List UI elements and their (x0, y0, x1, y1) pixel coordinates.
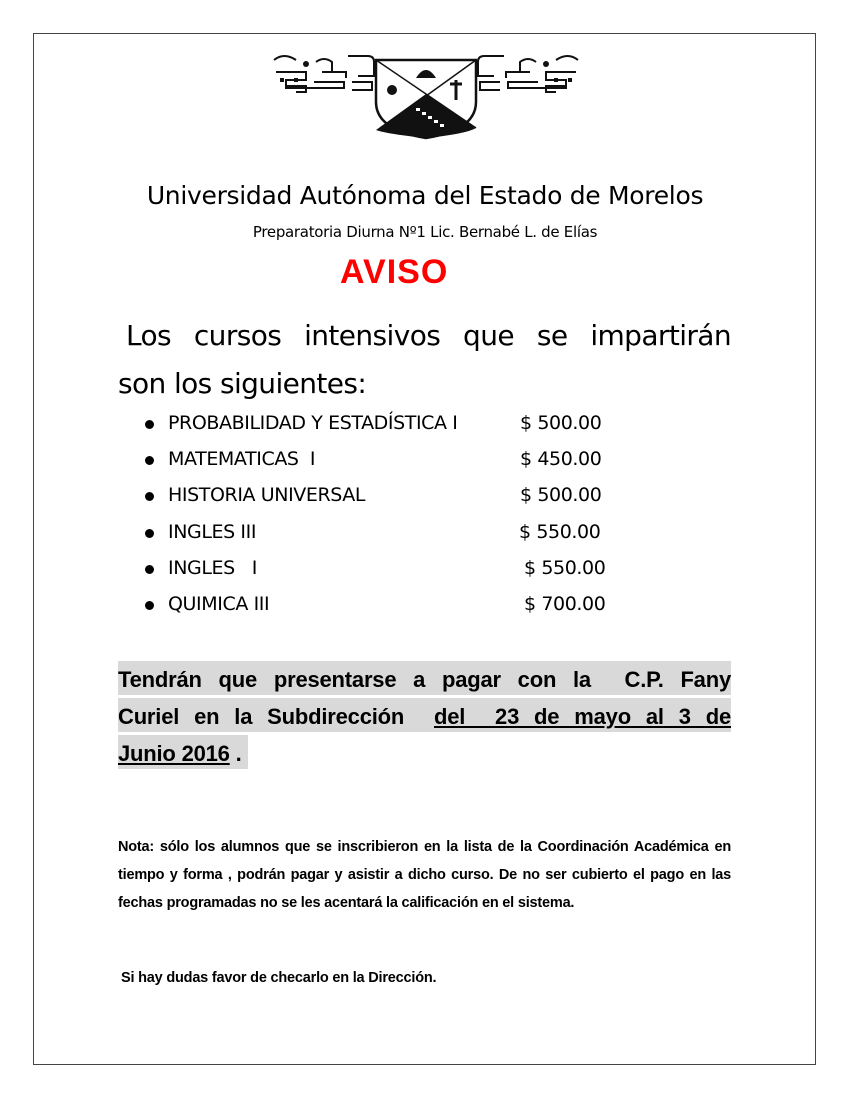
course-name: MATEMATICAS I (168, 448, 316, 471)
course-name: INGLES III (168, 520, 257, 543)
payment-instructions (118, 661, 731, 773)
notice-title: AVISO (340, 253, 449, 291)
payment-end-date: Junio 2016 (118, 741, 230, 766)
course-list (140, 410, 620, 627)
payment-line-3 (118, 735, 248, 769)
doubts-note: Si hay dudas favor de checarlo en la Dirección. (121, 970, 437, 986)
course-name: QUIMICA III (168, 592, 270, 615)
bullet-icon (145, 565, 154, 574)
bullet-icon (145, 456, 154, 465)
course-name: HISTORIA UNIVERSAL (168, 484, 366, 507)
list-item (140, 591, 620, 627)
note-paragraph: Nota: sólo los alumnos que se inscribieron en la lista de la Coordinación Académica en tiempo y forma , podrán pagar y asistir a dicho curso. De no ser cubierto el pago en las fechas programadas no se les acentará la calificación en el sistema. (118, 839, 731, 911)
bullet-icon (145, 601, 154, 610)
course-price: $ 500.00 (520, 484, 602, 507)
institution-name: Universidad Autónoma del Estado de Morelos (146, 181, 704, 210)
uaem-coat-of-arms-icon (266, 42, 586, 142)
list-item (140, 410, 620, 446)
bullet-icon (145, 420, 154, 429)
course-price: $ 500.00 (520, 412, 602, 434)
course-price: $ 550.00 (519, 520, 601, 543)
payment-tail: . (229, 741, 242, 766)
intro-paragraph (118, 312, 731, 408)
intro-line-2: son los siguientes: (118, 367, 367, 400)
intro-line-1: Los cursos intensivos que se impartirán (126, 319, 731, 352)
payment-line-1: Tendrán que presentarse a pagar con la C.P. Fany (118, 661, 731, 695)
school-name: Preparatoria Diurna Nº1 Lic. Bernabé L. de Elías (252, 223, 598, 241)
course-name: INGLES I (168, 556, 257, 579)
list-item (140, 446, 620, 482)
payment-line-2 (118, 698, 731, 732)
bullet-icon (145, 529, 154, 538)
course-price: $ 450.00 (520, 448, 602, 471)
list-item (140, 555, 620, 591)
bullet-icon (145, 492, 154, 501)
course-price: $ 700.00 (524, 592, 606, 615)
list-item (140, 519, 620, 555)
course-price: $ 550.00 (524, 556, 606, 579)
course-name: PROBABILIDAD Y ESTADÍSTICA I (168, 412, 458, 434)
payment-location: Curiel en la Subdirección (118, 704, 434, 729)
list-item (140, 482, 620, 518)
payment-dates: del 23 de mayo al 3 de (434, 704, 731, 729)
